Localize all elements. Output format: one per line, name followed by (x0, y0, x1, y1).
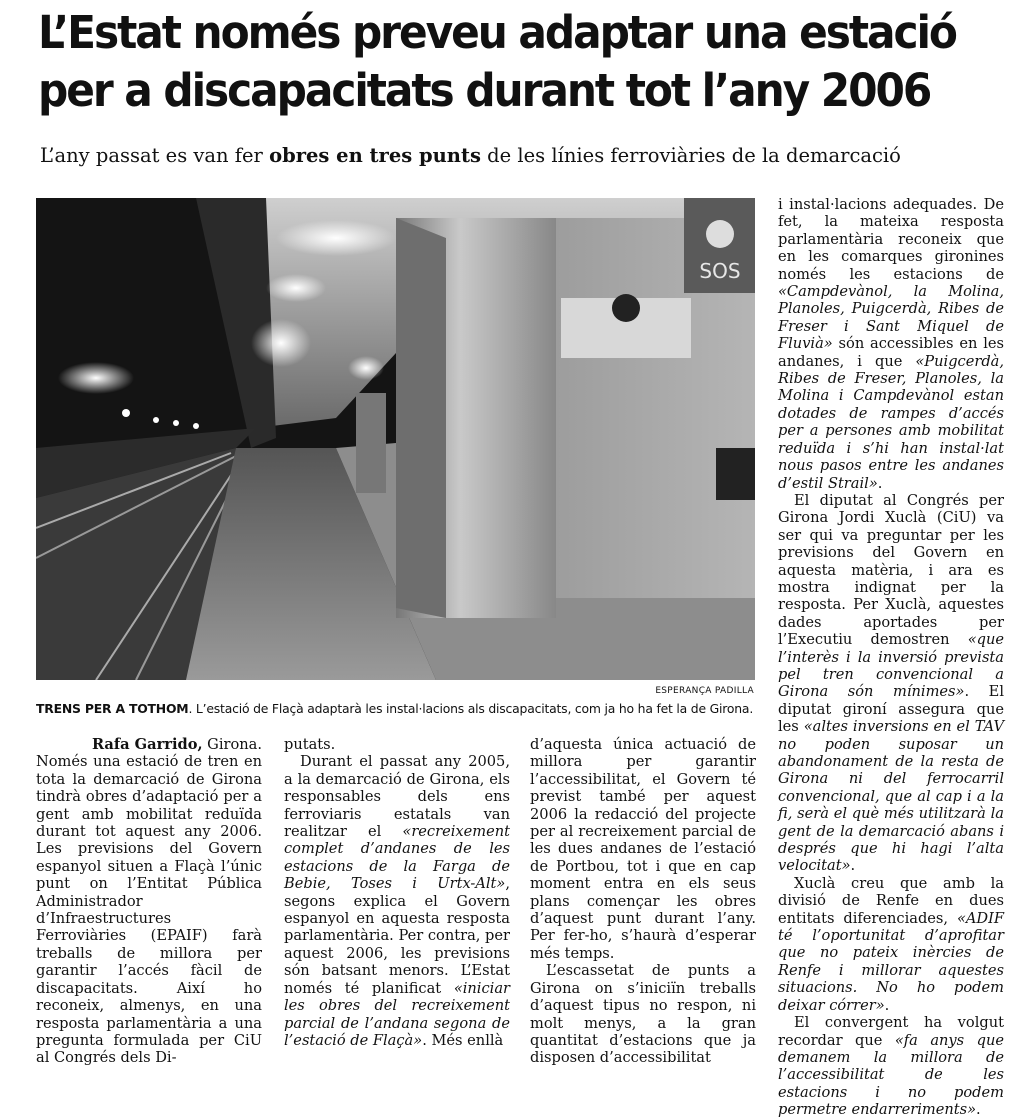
photo-credit: ESPERANÇA PADILLA (655, 686, 754, 696)
column-1-text: Només una estació de tren en tota la demarcació de Girona tindrà obres d’adaptació per a gent amb mobilitat reduïda durant tot aquest any 2006. Les previsions del Govern espanyol situen a Flaçà l’únic punt on l’Entitat Pública Administrador d’Infraestructures Ferroviàries (EPAIF) farà treballs de millora per garantir l’accés fàcil de discapacitats. Així ho reconeix, almenys, en una resposta parlamentària a una pregunta formulada per CiU al Congrés dels Di- (36, 753, 262, 1067)
column-4-paragraph-2 (778, 492, 1004, 875)
col4-p4-quote: «fa anys que demanem la millora de l’accessibilitat de les estacions i no podem permetre endarreriments» (778, 1031, 1004, 1119)
col4-p4-text-b: . (976, 1101, 981, 1119)
caption-text: . L’estació de Flaçà adaptarà les instal·lacions als discapacitats, com ja ho ha fet la de Girona. (188, 701, 754, 716)
article-column-1 (36, 736, 262, 1067)
col4-p3-text-a: Xuclà creu que amb la divisió de Renfe en dues entitats diferenciades, (778, 874, 1004, 927)
col4-p1-text-b: són accessibles en les andanes, i que (778, 335, 1004, 370)
column-4-paragraph-3 (778, 875, 1004, 1014)
column-2-paragraph-2 (284, 753, 510, 1049)
col4-p2-text-a: El diputat al Congrés per Girona Jordi Xuclà (CiU) va ser qui va preguntar per les previsions del Govern en aquesta matèria, i ara es mostra indignat per la resposta. Per Xuclà, aquestes dades aportades per l’Executiu demostren (778, 491, 1004, 649)
col4-p1-text-a: i instal·lacions adequades. De fet, la mateixa resposta parlamentària reconeix que en les comarques gironines només les estacions de (778, 196, 1004, 283)
subhead-pre: L’any passat es van fer (40, 144, 270, 167)
sos-sign-text: SOS (699, 259, 741, 283)
col4-p2-text-b: . El diputat gironí assegura que les (778, 683, 1004, 736)
byline (36, 736, 262, 753)
subhead-bold: obres en tres punts (269, 144, 481, 167)
column-2-paragraph-1: putats. (284, 736, 336, 753)
column-3-paragraph-2: L’escassetat de punts a Girona on s’iniciïn treballs d’aquest tipus no respon, ni molt menys, a la gran quantitat d’estacions que ja disposen d’accessibilitat (530, 962, 756, 1067)
station-photo-image (36, 198, 755, 680)
col2-text-c: . Més enllà (422, 1031, 504, 1049)
article-column-4 (778, 196, 1004, 1119)
caption-lead: TRENS PER A TOTHOM (36, 701, 189, 716)
headline (38, 4, 956, 120)
subheadline (40, 142, 901, 170)
article-column-2 (284, 736, 510, 1049)
col4-p3-text-b: . (884, 996, 890, 1014)
col2-quote-2: «iniciar les obres del recreixement parcial de l’andana segona de l’estació de Flaçà» (284, 979, 510, 1049)
column-4-paragraph-4 (778, 1014, 1004, 1118)
col4-p2-text-c: . (850, 857, 856, 875)
col4-p2-quote-1: «que l’interès i la inversió prevista pel tren convencional a Girona són mínimes» (778, 631, 1004, 701)
station-photo (36, 198, 755, 680)
col4-p1-quote-2: «Puigcerdà, Ribes de Freser, Planoles, la Molina i Campdevànol estan dotades de rampes d’accés per a persones amb mobilitat reduïda i s’hi han instal·lat nous pasos entre les andanes d’estil Strail» (778, 352, 1004, 492)
headline-line-2: per a discapacitats durant tot l’any 2006 (38, 64, 931, 117)
column-3-paragraph-1: d’aquesta única actuació de millora per garantir l’accessibilitat, el Govern té previst també per aquest 2006 la redacció del projecte per al recreixement parcial de les dues andanes de l’estació de Portbou, tot i que en cap moment entra en els seus plans començar les obres d’aquest punt durant l’any. Per fer-ho, s’haurà d’esperar més temps. (530, 736, 756, 962)
byline-place: Girona. (202, 736, 262, 753)
col4-p1-quote-1: «Campdevànol, la Molina, Planoles, Puigcerdà, Ribes de Freser i Sant Miquel de Fluvià» (778, 283, 1004, 353)
col4-p1-text-c: . (877, 474, 883, 492)
col2-quote-1: «recreixement complet d’andanes de les estacions de la Farga de Bebie, Toses i Urtx-Alt» (284, 823, 510, 893)
headline-line-1: L’Estat només preveu adaptar una estació (38, 6, 956, 59)
col2-text-b: , segons explica el Govern espanyol en aquesta resposta parlamentària. Per contra, per aquest 2006, les previsions són batsant menors. L’Estat només té planificat (284, 875, 510, 997)
column-4-paragraph-1 (778, 196, 1004, 492)
col4-p3-quote: «ADIF té l’oportunitat d’aprofitar que no pateix inèrcies de Renfe i millorar aquestes situacions. No ho podem deixar córrer» (778, 909, 1004, 1014)
photo-caption (36, 700, 766, 718)
byline-name: Rafa Garrido, (91, 736, 203, 753)
article-column-3 (530, 736, 756, 1067)
col4-p2-quote-2: «altes inversions en el TAV no poden suposar un abandonament de la resta de Girona ni del ferrocarril convencional, que al cap i a la fi, serà el què més utilitzarà la gent de la demarcació abans i després que hi hagi l’alta velocitat» (778, 718, 1004, 875)
col4-p4-text-a: El convergent ha volgut recordar que (778, 1014, 1004, 1049)
subhead-post: de les línies ferroviàries de la demarcació (480, 144, 901, 167)
col2-text-a: Durant el passat any 2005, a la demarcació de Girona, els responsables dels ens ferroviaris estatals van realitzar el (284, 753, 510, 841)
